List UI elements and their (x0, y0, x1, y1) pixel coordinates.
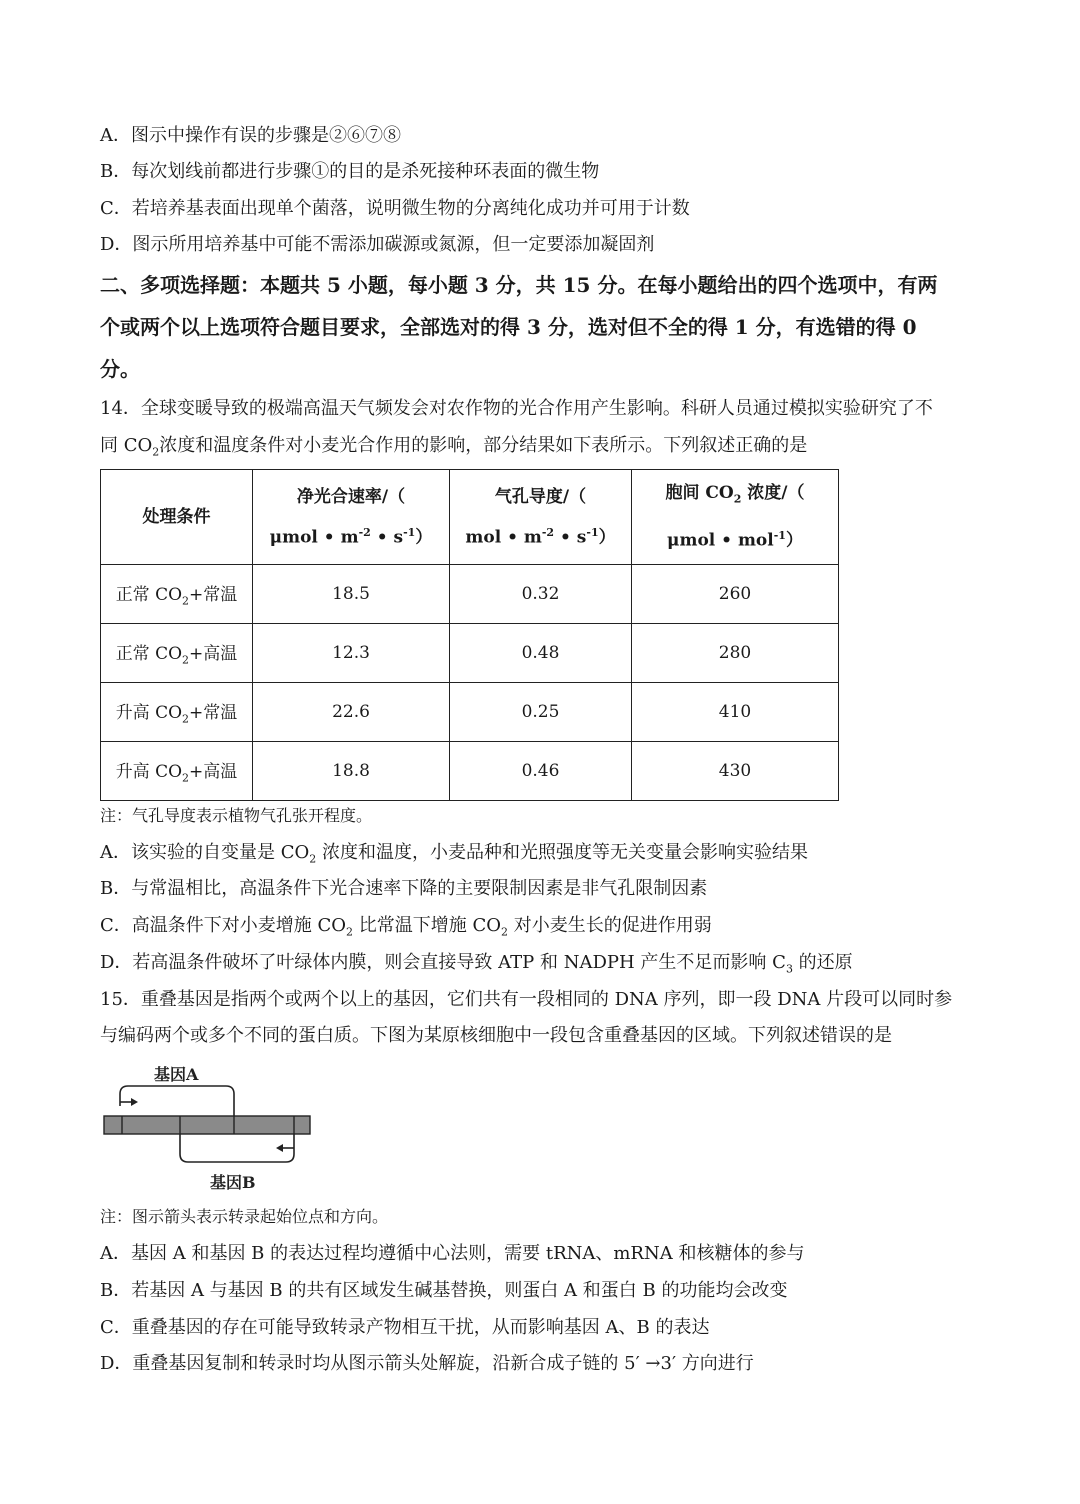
table-row (101, 683, 839, 742)
table-row (101, 565, 839, 624)
q14-option-b: B．与常温相比，高温条件下光合速率下降的主要限制因素是非气孔限制因素 (100, 878, 708, 899)
header-unit (632, 518, 838, 559)
option-text: 对小麦生长的促进作用弱 (508, 915, 712, 936)
superscript: -1 (586, 525, 599, 539)
section-heading-line2: 个或两个以上选项符合题目要求，全部选对的得 3 分，选对但不全的得 1 分，有选错的得 0 (100, 315, 917, 339)
header-text-part: 胞间 CO (665, 483, 734, 504)
cond-text: 正常 CO (115, 644, 183, 665)
unit-text: ） (415, 527, 433, 548)
cond-text: +常温 (189, 585, 238, 606)
subscript: 2 (346, 925, 354, 939)
cell-condition (101, 624, 253, 683)
subscript: 2 (152, 445, 160, 459)
table-row (101, 742, 839, 801)
q14-option-a (100, 841, 808, 872)
header-net-rate (253, 470, 450, 565)
cell-gs: 0.25 (450, 683, 632, 742)
q15-option-a: A．基因 A 和基因 B 的表达过程均遵循中心法则，需要 tRNA、mRNA 和核糖体的参与 (100, 1243, 805, 1264)
cell-condition (101, 683, 253, 742)
header-intercellular-co2 (632, 470, 839, 565)
dna-bar (104, 1116, 310, 1134)
header-condition: 处理条件 (101, 470, 253, 565)
header-text: 气孔导度/（ (494, 486, 587, 507)
option-13c: C．若培养基表面出现单个菌落，说明微生物的分离纯化成功并可用于计数 (100, 198, 690, 219)
cond-text: 升高 CO (115, 703, 183, 724)
subscript: 2 (733, 492, 742, 506)
option-text: 的还原 (792, 952, 853, 973)
subscript: 3 (785, 962, 793, 976)
q15-option-c: C．重叠基因的存在可能导致转录产物相互干扰，从而影响基因 A、B 的表达 (100, 1317, 710, 1338)
subscript: 2 (182, 771, 190, 785)
option-13b: B．每次划线前都进行步骤①的目的是杀死接种环表面的微生物 (100, 161, 600, 182)
superscript: -2 (358, 525, 371, 539)
cond-text: +高温 (189, 762, 238, 783)
unit-text: ） (598, 527, 616, 548)
unit-text: ） (785, 530, 803, 551)
q15-stem-line1: 15．重叠基因是指两个或两个以上的基因，它们共有一段相同的 DNA 序列，即一段 DNA 片段可以同时参 (100, 989, 953, 1010)
section-heading-line3: 分。 (100, 357, 140, 381)
q14-note: 注：气孔导度表示植物气孔张开程度。 (100, 806, 373, 825)
gene-a-arrowhead (131, 1098, 138, 1106)
gene-b-arrowhead (276, 1144, 283, 1152)
q14-stem-text: 浓度和温度条件对小麦光合作用的影响，部分结果如下表所示。下列叙述正确的是 (159, 435, 808, 456)
cond-text: 正常 CO (115, 585, 183, 606)
q14-stem-line1: 14．全球变暖导致的极端高温天气频发会对农作物的光合作用产生影响。科研人员通过模拟实验研究了不 (100, 398, 933, 419)
cell-ci: 430 (632, 742, 839, 801)
unit-text: mol • m (465, 527, 542, 548)
header-unit (253, 515, 449, 556)
option-13d: D．图示所用培养基中可能不需添加碳源或氮源，但一定要添加凝固剂 (100, 234, 655, 255)
q14-option-c (100, 914, 712, 945)
unit-text: μmol • m (269, 527, 359, 548)
q15-option-d: D．重叠基因复制和转录时均从图示箭头处解旋，沿新合成子链的 5′ →3′ 方向进行 (100, 1353, 754, 1374)
cell-rate: 22.6 (253, 683, 450, 742)
cell-ci: 260 (632, 565, 839, 624)
cell-ci: 410 (632, 683, 839, 742)
gene-b-label: 基因B (210, 1173, 256, 1192)
header-text-part: 浓度/（ (741, 483, 805, 504)
cell-gs: 0.46 (450, 742, 632, 801)
subscript: 2 (309, 852, 317, 866)
unit-text: • s (554, 527, 587, 548)
superscript: -2 (541, 525, 555, 539)
subscript: 2 (182, 653, 190, 667)
q14-stem-line2 (100, 434, 807, 465)
subscript: 2 (182, 594, 190, 608)
subscript: 2 (182, 712, 190, 726)
cond-text: +高温 (189, 644, 238, 665)
option-text: D．若高温条件破坏了叶绿体内膜，则会直接导致 ATP 和 NADPH 产生不足而影响 C (100, 952, 786, 973)
q14-stem-text: 同 CO (100, 435, 153, 456)
superscript: -1 (403, 525, 416, 539)
results-table (100, 469, 839, 801)
header-unit (450, 515, 631, 556)
q15-stem-line2: 与编码两个或多个不同的蛋白质。下图为某原核细胞中一段包含重叠基因的区域。下列叙述错误的是 (100, 1025, 892, 1046)
header-text (632, 475, 838, 517)
gene-a-label: 基因A (154, 1065, 199, 1084)
superscript: -1 (773, 528, 786, 542)
q15-note: 注：图示箭头表示转录起始位点和方向。 (100, 1207, 389, 1226)
cond-text: +常温 (189, 703, 238, 724)
q14-option-d (100, 951, 853, 982)
overlapping-gene-diagram (98, 1058, 318, 1198)
header-text: 净光合速率/（ (296, 486, 406, 507)
table-row (101, 624, 839, 683)
cell-condition (101, 565, 253, 624)
cell-rate: 18.8 (253, 742, 450, 801)
cell-rate: 18.5 (253, 565, 450, 624)
unit-text: • s (370, 527, 404, 548)
table-header-row (101, 470, 839, 565)
option-text: 浓度和温度，小麦品种和光照强度等无关变量会影响实验结果 (316, 842, 808, 863)
cell-rate: 12.3 (253, 624, 450, 683)
option-text: A．该实验的自变量是 CO (100, 842, 310, 863)
cell-gs: 0.32 (450, 565, 632, 624)
section-heading-line1: 二、多项选择题：本题共 5 小题，每小题 3 分，共 15 分。在每小题给出的四个选项中，有两 (100, 273, 938, 297)
option-text: C．高温条件下对小麦增施 CO (100, 915, 347, 936)
q15-option-b: B．若基因 A 与基因 B 的共有区域发生碱基替换，则蛋白 A 和蛋白 B 的功能均会改变 (100, 1280, 788, 1301)
unit-text: μmol • mol (667, 530, 774, 551)
header-stomatal (450, 470, 632, 565)
subscript: 2 (501, 925, 509, 939)
cell-ci: 280 (632, 624, 839, 683)
gene-a-bracket (120, 1086, 234, 1116)
cond-text: 升高 CO (115, 762, 183, 783)
option-13a: A．图示中操作有误的步骤是②⑥⑦⑧ (100, 125, 401, 146)
cell-condition (101, 742, 253, 801)
option-text: 比常温下增施 CO (353, 915, 502, 936)
cell-gs: 0.48 (450, 624, 632, 683)
